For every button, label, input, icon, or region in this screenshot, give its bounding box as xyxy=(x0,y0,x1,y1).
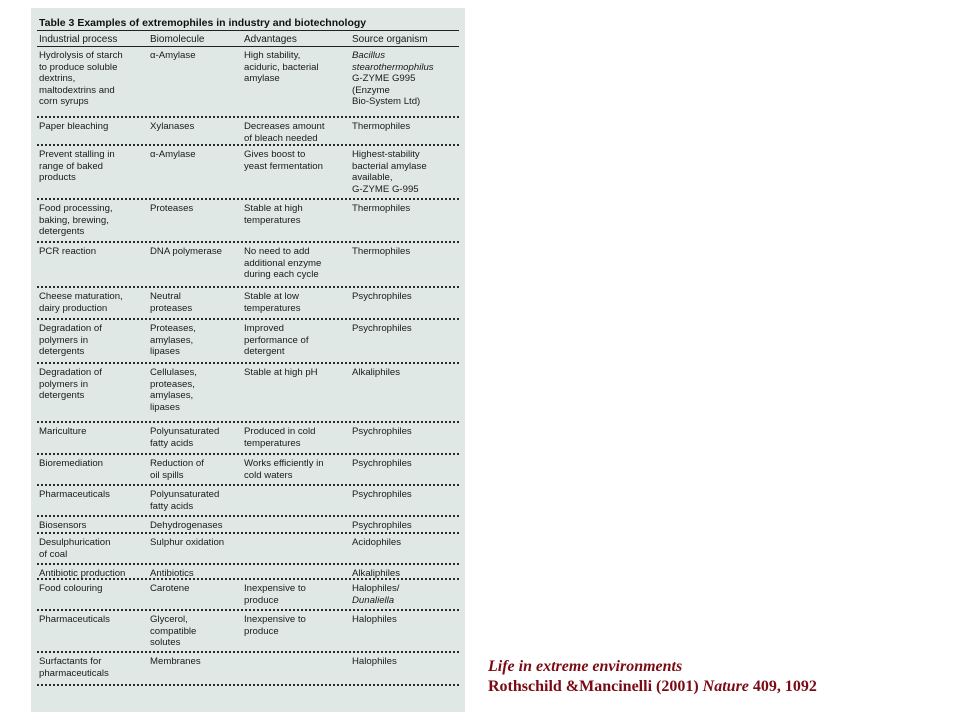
source-organism: Alkaliphiles xyxy=(352,568,400,579)
cell-advantages: Decreases amount of bleach needed xyxy=(244,121,325,144)
cell-source xyxy=(350,455,459,484)
source-organism: Halophiles/ xyxy=(352,583,400,595)
cell-process: Antibiotic production xyxy=(39,568,126,579)
cell-biomolecule: Polyunsaturated fatty acids xyxy=(150,489,220,512)
column-header-advantages: Advantages xyxy=(244,34,297,45)
cell-advantages: Stable at low temperatures xyxy=(244,291,301,314)
table-row xyxy=(37,146,459,200)
cell-source xyxy=(350,611,459,651)
source-organism: Halophiles xyxy=(352,656,397,668)
table-title: Table 3 Examples of extremophiles in industry and biotechnology xyxy=(37,16,459,31)
cell-process: Food colouring xyxy=(39,583,103,595)
cell-process: Hydrolysis of starch to produce soluble dextrins, maltodextrins and corn syrups xyxy=(39,50,123,108)
cell-biomolecule: Proteases xyxy=(150,203,194,215)
source-organism: Thermophiles xyxy=(352,246,411,258)
source-organism: Psychrophiles xyxy=(352,426,412,438)
table-panel xyxy=(31,8,465,712)
cell-advantages xyxy=(242,653,350,684)
cell-biomolecule: Polyunsaturated fatty acids xyxy=(150,426,220,449)
cell-advantages: Works efficiently in cold waters xyxy=(244,458,324,481)
column-header-source: Source organism xyxy=(352,34,428,45)
cell-source xyxy=(350,47,459,116)
cell-biomolecule: Cellulases, proteases, amylases, lipases xyxy=(150,367,197,413)
cell-source xyxy=(350,288,459,318)
table-row xyxy=(37,653,459,686)
table-row xyxy=(37,320,459,364)
cell-process: Pharmaceuticals xyxy=(39,489,110,501)
cell-biomolecule: Xylanases xyxy=(150,121,195,133)
cell-source xyxy=(350,118,459,144)
table-row xyxy=(37,565,459,580)
cell-process: Surfactants for pharmaceuticals xyxy=(39,656,109,679)
source-organism: G-ZYME G995 (Enzyme Bio-System Ltd) xyxy=(352,73,421,108)
cell-advantages xyxy=(242,565,350,578)
cell-process: Pharmaceuticals xyxy=(39,614,110,626)
cell-advantages: Stable at high pH xyxy=(244,367,318,379)
cell-advantages: Inexpensive to produce xyxy=(244,583,306,606)
cell-advantages: Stable at high temperatures xyxy=(244,203,303,226)
cell-advantages: High stability, aciduric, bacterial amylase xyxy=(244,50,319,85)
table-row xyxy=(37,423,459,455)
column-header-biomolecule: Biomolecule xyxy=(150,34,205,45)
cell-biomolecule: Proteases, amylases, lipases xyxy=(150,323,196,358)
cell-source xyxy=(350,565,459,578)
cell-biomolecule: α-Amylase xyxy=(150,149,196,161)
table-body xyxy=(37,47,459,686)
source-organism: Psychrophiles xyxy=(352,520,412,532)
table-row xyxy=(37,47,459,118)
citation-title: Life in extreme environments xyxy=(488,658,683,675)
table-row xyxy=(37,611,459,653)
citation-journal: Nature xyxy=(702,678,749,695)
cell-process: Paper bleaching xyxy=(39,121,109,133)
source-organism: Psychrophiles xyxy=(352,323,412,335)
cell-advantages xyxy=(242,486,350,515)
source-organism: Alkaliphiles xyxy=(352,367,400,379)
table-row xyxy=(37,580,459,611)
cell-advantages: Gives boost to yeast fermentation xyxy=(244,149,323,172)
cell-biomolecule: Membranes xyxy=(150,656,201,668)
cell-source xyxy=(350,243,459,286)
cell-process: Degradation of polymers in detergents xyxy=(39,367,102,402)
cell-advantages: No need to add additional enzyme during each cycle xyxy=(244,246,322,281)
source-organism: Thermophiles xyxy=(352,203,411,215)
cell-process: Biosensors xyxy=(39,520,87,532)
cell-advantages xyxy=(242,534,350,563)
citation-authors: Rothschild &Mancinelli (2001) xyxy=(488,678,703,695)
cell-source xyxy=(350,580,459,609)
cell-biomolecule: Antibiotics xyxy=(150,568,194,579)
cell-process: Food processing, baking, brewing, detergents xyxy=(39,203,113,238)
table-row xyxy=(37,517,459,534)
citation xyxy=(488,657,948,697)
cell-biomolecule: Sulphur oxidation xyxy=(150,537,225,549)
cell-process: Prevent stalling in range of baked products xyxy=(39,149,115,184)
cell-advantages: Produced in cold temperatures xyxy=(244,426,316,449)
cell-process: Degradation of polymers in detergents xyxy=(39,323,102,358)
table-row xyxy=(37,288,459,320)
cell-biomolecule: Neutral proteases xyxy=(150,291,193,314)
citation-volume-page: 409, 1092 xyxy=(748,678,817,695)
cell-process: Desulphurication of coal xyxy=(39,537,111,560)
source-organism: Highest-stability bacterial amylase available, G-ZYME G-995 xyxy=(352,149,427,195)
source-organism-italic: Bacillus stearothermophilus xyxy=(352,50,434,73)
cell-biomolecule: Reduction of oil spills xyxy=(150,458,204,481)
cell-process: Cheese maturation, dairy production xyxy=(39,291,123,314)
table-row xyxy=(37,455,459,486)
cell-biomolecule: DNA polymerase xyxy=(150,246,222,258)
cell-source xyxy=(350,200,459,241)
cell-advantages xyxy=(242,517,350,532)
table-row xyxy=(37,118,459,146)
column-header-process: Industrial process xyxy=(39,34,118,45)
cell-process: PCR reaction xyxy=(39,246,97,258)
source-organism: Halophiles xyxy=(352,614,397,626)
cell-source xyxy=(350,534,459,563)
source-organism: Acidophiles xyxy=(352,537,402,549)
table-row xyxy=(37,534,459,565)
cell-source xyxy=(350,653,459,684)
cell-process: Mariculture xyxy=(39,426,87,438)
cell-advantages: Improved performance of detergent xyxy=(244,323,309,358)
citation-reference xyxy=(488,677,948,697)
table-row xyxy=(37,364,459,423)
cell-process: Bioremediation xyxy=(39,458,103,470)
cell-biomolecule: α-Amylase xyxy=(150,50,196,62)
cell-biomolecule: Glycerol, compatible solutes xyxy=(150,614,197,649)
source-organism: Psychrophiles xyxy=(352,291,412,303)
source-organism: Psychrophiles xyxy=(352,489,412,501)
cell-biomolecule: Dehydrogenases xyxy=(150,520,223,532)
cell-source xyxy=(350,423,459,453)
cell-source xyxy=(350,146,459,198)
table-row xyxy=(37,243,459,288)
cell-biomolecule: Carotene xyxy=(150,583,190,595)
cell-source xyxy=(350,364,459,421)
table-row xyxy=(37,486,459,517)
cell-source xyxy=(350,320,459,362)
source-organism: Thermophiles xyxy=(352,121,411,133)
cell-source xyxy=(350,486,459,515)
table-row xyxy=(37,200,459,243)
table-header-row xyxy=(37,31,459,47)
source-organism-italic: Dunaliella xyxy=(352,594,395,606)
cell-source xyxy=(350,517,459,532)
source-organism: Psychrophiles xyxy=(352,458,412,470)
cell-advantages: Inexpensive to produce xyxy=(244,614,306,637)
